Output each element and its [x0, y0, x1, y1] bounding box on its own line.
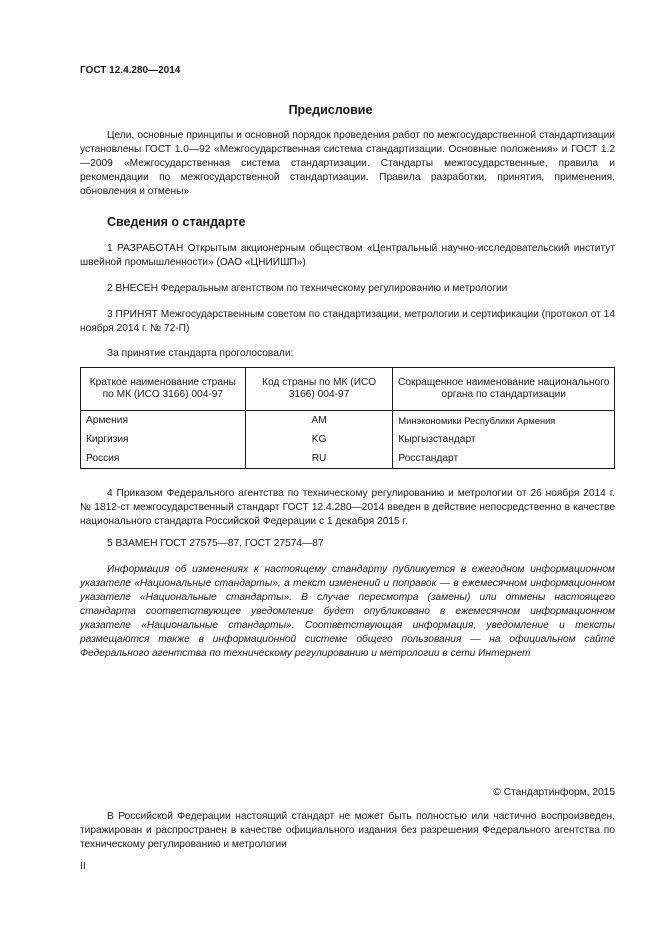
item-replaces: 5 ВЗАМЕН ГОСТ 27575—87, ГОСТ 27574—87: [107, 538, 324, 549]
section-title: Сведения о стандарте: [107, 215, 246, 229]
header-national-body: Сокращенное наименование национального органа по стандартизации: [393, 368, 615, 411]
table-row: [81, 430, 615, 449]
table-row: [81, 449, 615, 469]
header-country-code: Код страны по МК (ИСО 3166) 004-97: [245, 368, 393, 411]
cell-country: Армения: [81, 411, 246, 431]
cell-body: Росстандарт: [393, 449, 615, 469]
notice-paragraph: Информация об изменениях к настоящему стандарту публикуется в ежегодном информационном указателе «Национальные стандарты», а текст изменений и поправок — в ежемесячном информационном указателе «Национальные стандарты». В случае пересмотра (замены) или отмены настоящего стандарта соответствующее уведомление будет опубликовано в ежемесячном информационном указателе «Национальные стандарты». Соответствующая информация, уведомление и тексты размещаются также в информационной системе общего пользования — на официальном сайте Федерального агентства по техническому регулированию и метрологии в сети Интернет: [80, 564, 615, 659]
cell-country: Киргизия: [81, 430, 246, 449]
cell-code: RU: [245, 449, 393, 469]
item-introduced: 2 ВНЕСЕН Федеральным агентством по техническому регулированию и метрологии: [107, 283, 508, 294]
table-row: [81, 411, 615, 431]
intro-paragraph: Цели, основные принципы и основной порядок проведения работ по межгосударственной стандартизации установлены ГОСТ 1.0—92 «Межгосударственная система стандартизации. Основные положения» и ГОСТ 1.2—2009 «Межгосударственная система стандартизации. Стандарты межгосударственные, правила и рекомендации по межгосударственной стандартизации. Правила разработки, принятия, применения, обновления и отмены»: [80, 130, 615, 197]
item-adopted: 3 ПРИНЯТ Межгосударственным советом по стандартизации, метрологии и сертификации (протокол от 14 ноября 2014 г. № 72-П): [80, 309, 615, 334]
cell-body: Минэкономики Республики Армения: [393, 411, 615, 431]
cell-code: KG: [245, 430, 393, 449]
page-number: II: [80, 861, 86, 872]
item-order: 4 Приказом Федерального агентства по техническому регулированию и метрологии от 26 ноября 2014 г. № 1812-ст межгосударственный стандарт ГОСТ 12.4.280—2014 введен в действие непосредственно в качестве национального стандарта Российской Федерации с 1 декабря 2015 г.: [80, 488, 615, 527]
item-developed: 1 РАЗРАБОТАН Открытым акционерным обществом «Центральный научно-исследовательский институт швейной промышленности» (ОАО «ЦНИИШП»): [80, 243, 615, 268]
voted-intro: За принятие стандарта проголосовали:: [107, 348, 294, 359]
table-header-row: [81, 368, 615, 411]
copyright: © Стандартинформ, 2015: [493, 787, 615, 798]
page-title: Предисловие: [288, 103, 373, 117]
cell-code: AM: [245, 411, 393, 431]
header-country-name: Краткое наименование страны по МК (ИСО 3166) 004-97: [81, 368, 246, 411]
voting-table: [80, 367, 615, 469]
document-code-header: ГОСТ 12.4.280—2014: [80, 65, 181, 76]
restriction-paragraph: В Российской Федерации настоящий стандарт не может быть полностью или частично воспроизведен, тиражирован и распространен в качестве официального издания без разрешения Федерального агентства по техническому регулированию и метрологии: [80, 811, 615, 850]
cell-country: Россия: [81, 449, 246, 469]
cell-body: Кыргызстандарт: [393, 430, 615, 449]
